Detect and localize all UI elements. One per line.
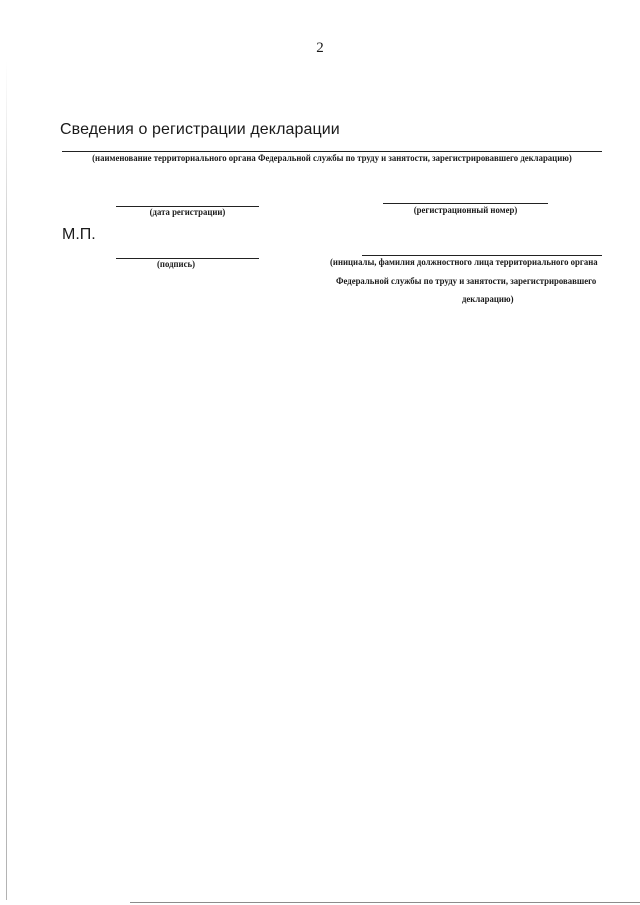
signature-caption: (подпись) bbox=[157, 260, 195, 270]
org-name-line bbox=[62, 151, 602, 152]
section-title: Сведения о регистрации декларации bbox=[60, 121, 340, 138]
reg-number-caption: (регистрационный номер) bbox=[413, 206, 518, 216]
scan-edge-left bbox=[6, 60, 7, 900]
official-caption-line1: (инициалы, фамилия должностного лица территориального органа bbox=[330, 258, 598, 268]
reg-number-line bbox=[383, 203, 548, 204]
signature-line bbox=[116, 258, 259, 259]
org-name-caption: (наименование территориального органа Федеральной службы по труду и занятости, зарегистрировавшего декларацию) bbox=[92, 154, 572, 164]
scan-edge-bottom bbox=[130, 902, 640, 903]
page-number: 2 bbox=[316, 40, 324, 56]
official-caption-line2: Федеральной службы по труду и занятости, зарегистрировавшего bbox=[336, 277, 597, 287]
official-line bbox=[362, 255, 602, 256]
official-caption-line3: декларацию) bbox=[462, 295, 514, 305]
date-line bbox=[116, 206, 259, 207]
stamp-label: М.П. bbox=[62, 226, 96, 243]
date-caption: (дата регистрации) bbox=[149, 208, 226, 218]
